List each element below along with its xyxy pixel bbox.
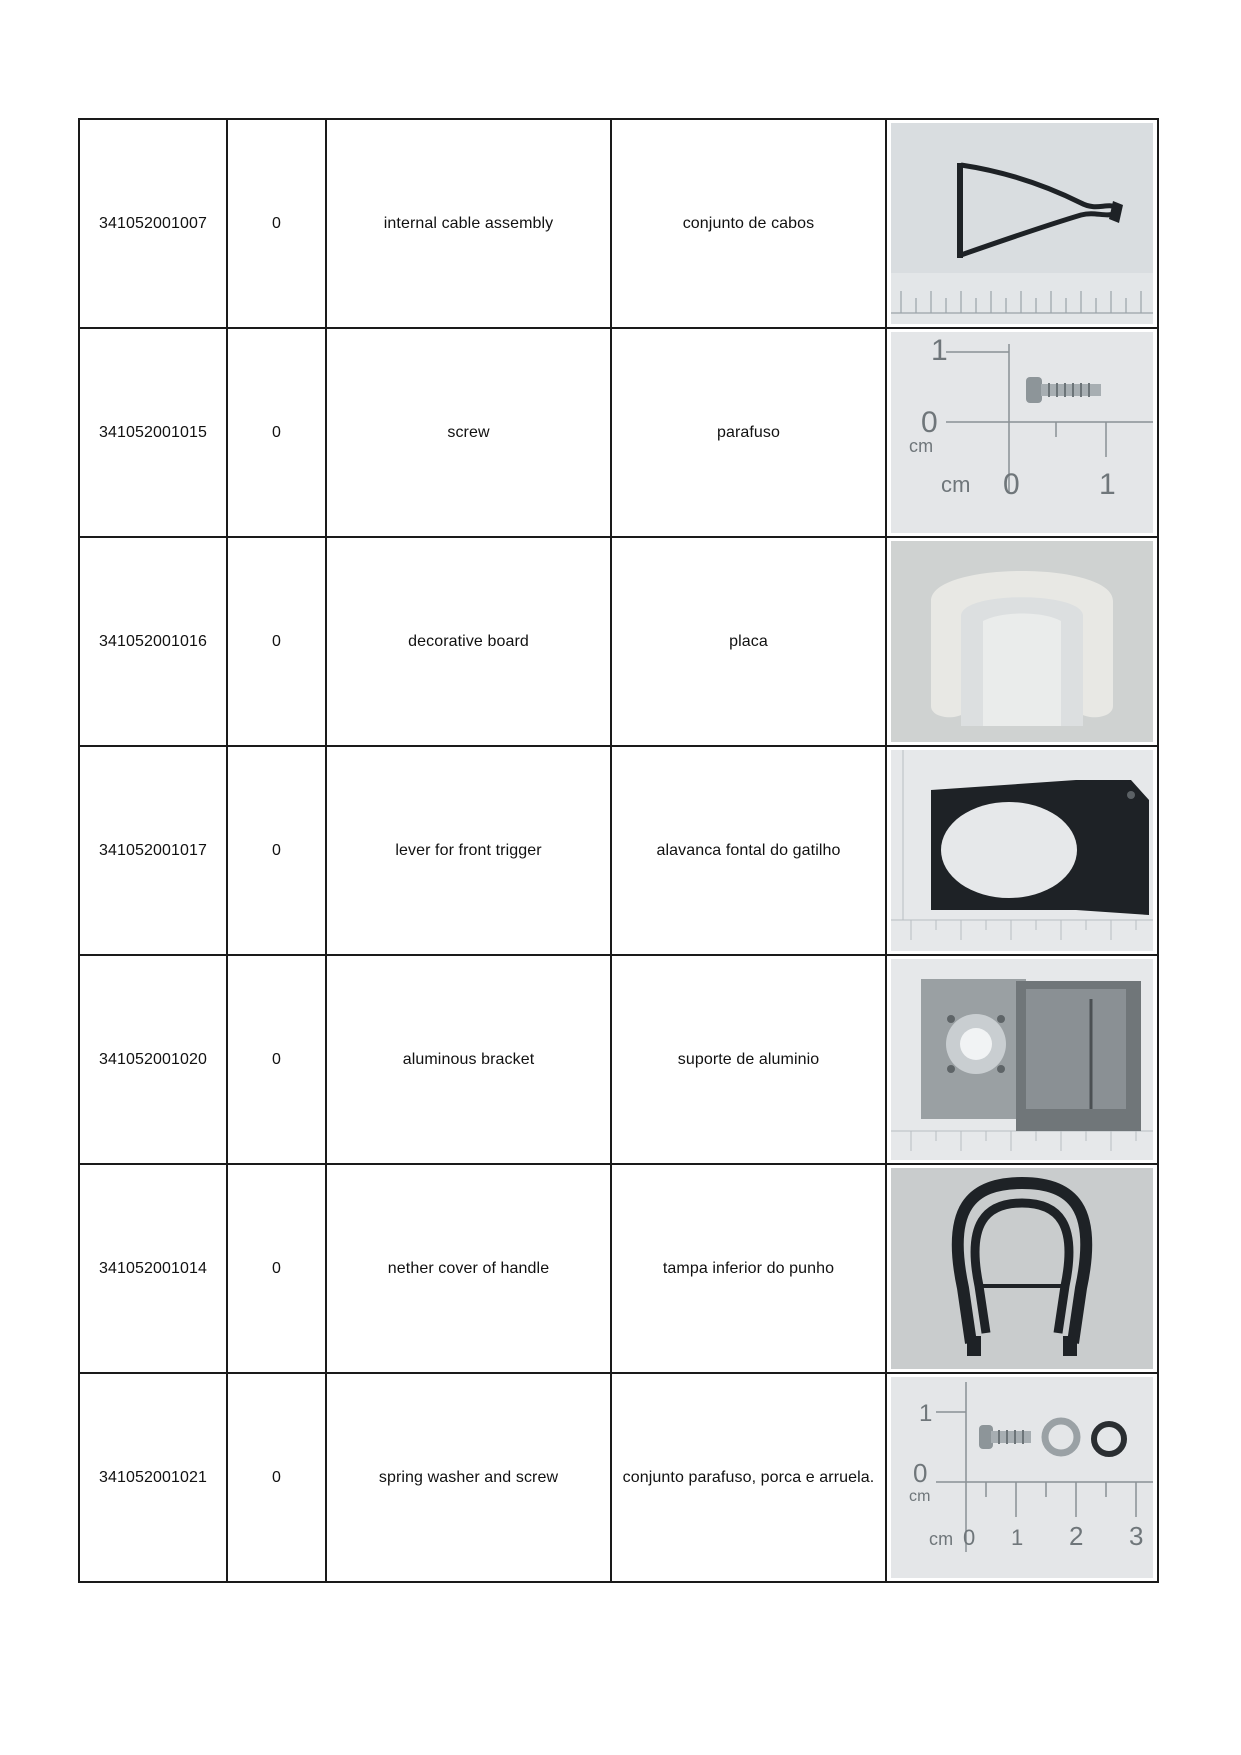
part-code: 341052001007 (79, 119, 227, 328)
scale-label: 0 (913, 1458, 928, 1488)
parts-table (78, 118, 1159, 1583)
part-name-pt: conjunto de cabos (611, 119, 886, 328)
scale-label: cm (909, 436, 934, 456)
scale-label: 3 (1129, 1521, 1144, 1551)
cable-assembly-photo (891, 123, 1153, 324)
part-code: 341052001021 (79, 1373, 227, 1582)
part-name-pt: conjunto parafuso, porca e arruela. (611, 1373, 886, 1582)
scale-label: 1 (931, 334, 948, 367)
part-photo-cell (886, 1373, 1158, 1582)
part-quantity: 0 (227, 1373, 326, 1582)
part-name-pt: suporte de aluminio (611, 955, 886, 1164)
lever-photo (891, 750, 1153, 951)
part-name-en: spring washer and screw (326, 1373, 611, 1582)
part-quantity: 0 (227, 328, 326, 537)
scale-label: 1 (1099, 468, 1116, 501)
decorative-board-photo (891, 541, 1153, 742)
part-name-pt: alavanca fontal do gatilho (611, 746, 886, 955)
part-code: 341052001014 (79, 1164, 227, 1373)
part-photo-cell (886, 119, 1158, 328)
table-row (79, 1373, 1158, 1582)
table-row (79, 1164, 1158, 1373)
part-quantity: 0 (227, 1164, 326, 1373)
part-name-pt: parafuso (611, 328, 886, 537)
bracket-photo (891, 959, 1153, 1160)
part-photo-cell (886, 328, 1158, 537)
scale-label: 1 (919, 1400, 933, 1427)
table-row (79, 955, 1158, 1164)
part-quantity: 0 (227, 955, 326, 1164)
scale-label: 0 (963, 1525, 976, 1550)
part-name-pt: tampa inferior do punho (611, 1164, 886, 1373)
part-quantity: 0 (227, 119, 326, 328)
table-row (79, 746, 1158, 955)
part-name-en: nether cover of handle (326, 1164, 611, 1373)
part-name-en: decorative board (326, 537, 611, 746)
table-row (79, 328, 1158, 537)
scale-label: cm (929, 1529, 954, 1549)
part-code: 341052001016 (79, 537, 227, 746)
part-code: 341052001015 (79, 328, 227, 537)
part-name-pt: placa (611, 537, 886, 746)
part-photo-cell (886, 537, 1158, 746)
part-photo-cell (886, 1164, 1158, 1373)
table-row (79, 537, 1158, 746)
part-code: 341052001017 (79, 746, 227, 955)
part-photo-cell (886, 746, 1158, 955)
part-name-en: screw (326, 328, 611, 537)
scale-label: 1 (1011, 1525, 1024, 1550)
handle-cover-photo (891, 1168, 1153, 1369)
part-quantity: 0 (227, 537, 326, 746)
screw-photo (891, 332, 1153, 533)
washer-screw-photo (891, 1377, 1153, 1578)
scale-label: 2 (1069, 1521, 1084, 1551)
table-row (79, 119, 1158, 328)
part-photo-cell (886, 955, 1158, 1164)
part-quantity: 0 (227, 746, 326, 955)
scale-label: 0 (1003, 468, 1020, 501)
scale-label: cm (941, 472, 971, 497)
part-name-en: internal cable assembly (326, 119, 611, 328)
scale-label: cm (909, 1488, 931, 1505)
part-name-en: aluminous bracket (326, 955, 611, 1164)
part-code: 341052001020 (79, 955, 227, 1164)
part-name-en: lever for front trigger (326, 746, 611, 955)
scale-label: 0 (921, 406, 938, 439)
